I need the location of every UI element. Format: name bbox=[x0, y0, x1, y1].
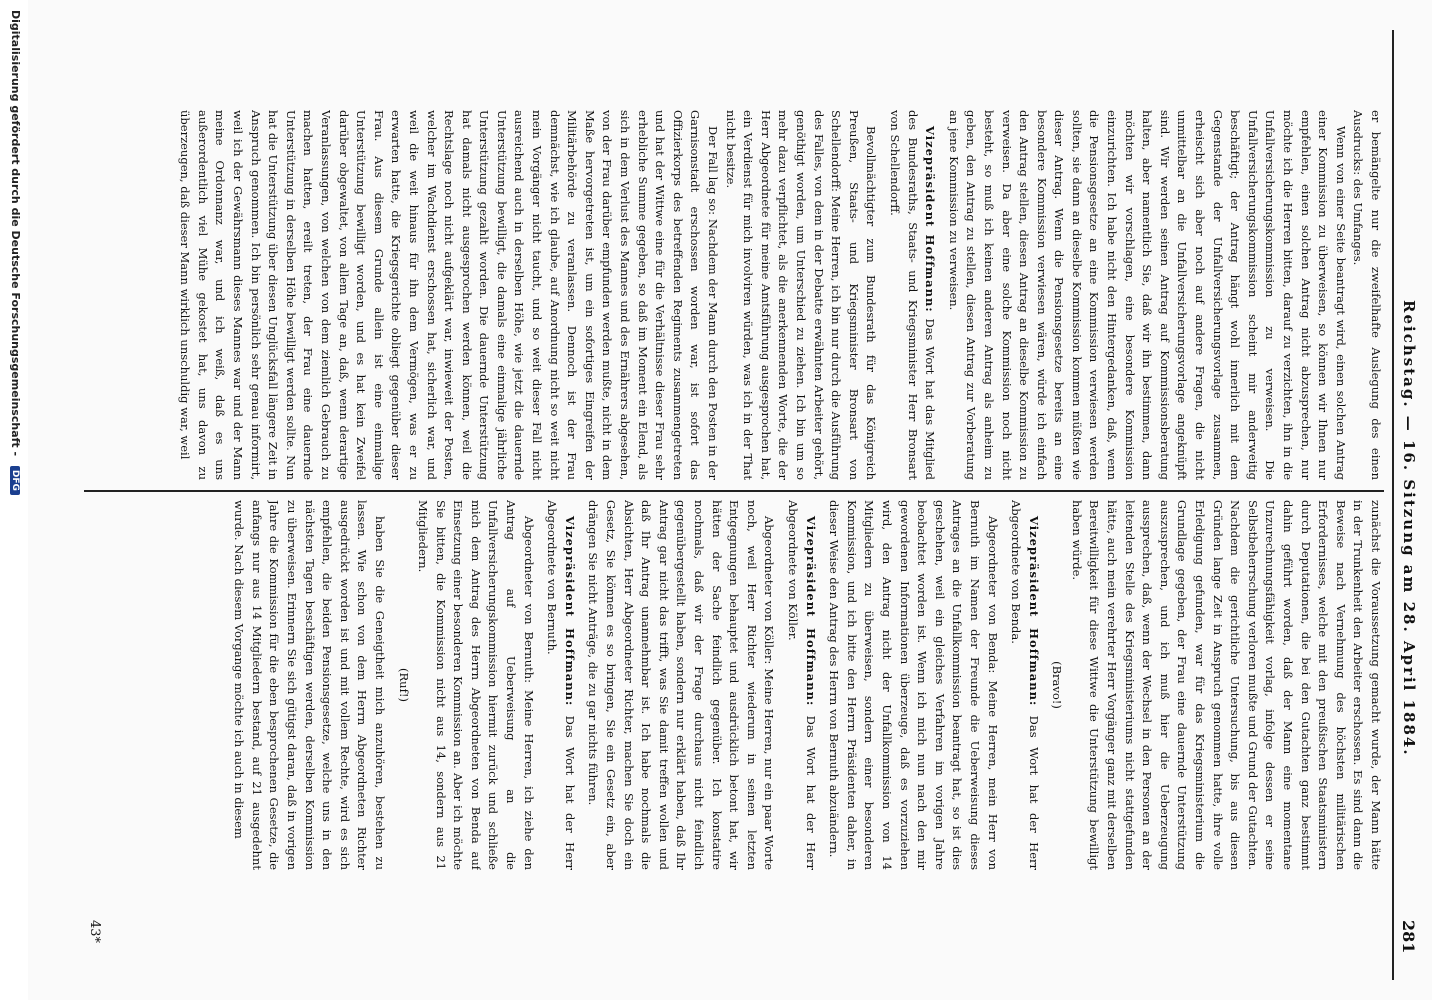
left-column bbox=[84, 110, 1384, 480]
paragraph-text: Abgeordneter von Benda: Meine Herren, mein Herr von Bernuth im Namen der Freunde die Ueberweisung dieses Antrages an die Unfallkommission beantragt hat, so ist dies geschehen, weil ein gleiches Verfahren im vorigen Jahre beobachtet worden ist. Wenn ich mich nun nach den mir gewordenen Informationen überzeuge, daß es vorzuziehen wird, den Antrag nicht der Unfallkommission von 14 Mitgliedern zu überweisen, sondern einer besonderen Kommission, und ich bitte den Herrn Präsidenten daher, in dieser Weise den Antrag des Herrn von Bernuth abzuändern. bbox=[827, 500, 1000, 870]
paragraph bbox=[1349, 110, 1384, 480]
right-column bbox=[84, 500, 1384, 870]
speaker-name: Vizepräsident Hoffmann: bbox=[923, 126, 938, 313]
page-header bbox=[1398, 0, 1432, 1000]
paragraph bbox=[885, 110, 938, 480]
digitization-credit: Digitalisierung gefördert durch die Deutsche Forschungsgemeinschaft - bbox=[9, 10, 22, 457]
interjection bbox=[1048, 500, 1066, 870]
speaker-name: Vizepräsident Hoffmann: bbox=[562, 516, 577, 707]
paragraph-text: Der Fall lag so: Nachdem der Mann durch den Posten in der Garnisonstadt erschossen worden war, ist sofort das Offizierkorps des betreffenden Regiments zusammengetreten und hat der Wittwe eine für die Verhältnisse dieser Frau sehr erhebliche Summe gegeben, so daß im Moment ein Elend, als sich in dem Verlust des Mannes und des Ernährers abgesehen, von der Frau darüber empfunden werden mußte, nicht in dem Maße hervorgetreten ist, um ein sofortiges Eingreifen der Militärbehörde zu veranlassen. Dennoch ist der Frau demnächst, wie ich glaube, auf Anordnung nicht so weit nicht mein Vorgänger nicht taucht, und so weit dieser Fall nicht ausreichend auch in derselben Höhe, wie jetzt die dauernde Unterstützung bewilligt, die damals eine einmalige jährliche Unterstützung gezahlt worden. Die dauernde Unterstützung hat damals nicht ausgesprochen werden können, weil die Rechtslage noch nicht aufgeklärt war, inwieweit der Posten, welcher im Wachdienst erschossen hat, sicherlich war, und weil die weit hinaus für ihn dem Vermögen, was er zu erwarten hatte, die Kriegsgerichte obliegt gegenüber dieser Frau. Aus diesem Grunde allein ist eine einmalige Unterstützung bewilligt worden, und es hat kein Zweifel darüber obgewaltet, von allem Tage an, daß, wenn derartige Veranlassungen, von welchen von dem ziemlich Gebrauch zu machen hatten, ereilt treten, der Frau eine dauernde Unterstützung in derselben Höhe bewilligt werden sollte. Nun hat die Unterstützung über diesen Unglücksfall längere Zeit in Anspruch genommen. Ich bin persönlich sehr genau informirt, weil ich der Gewährsmann dieses Mannes war und der Mann meine Ordonnanz war, und ich weiß, daß es uns außerordentlich viel Mühe gekostet hat, uns davon zu überzeugen, daß dieser Mann wirklich unschuldig war, weil bbox=[178, 110, 721, 480]
paragraph-text: Abgeordneter von Köller: Meine Herren, nur ein paar Worte noch, weil Herr Richter wiederum in seinen letzten Entgegnungen behauptet und ausdrücklich betont hat, wir hätten der Sache feindlich gegenüber. Ich konstatire nochmals, daß wir der Frage durchaus nicht feindlich gegenübergestellt haben, sondern nur erklärt haben, daß Ihr Antrag gar nicht das trifft, was Sie damit treffen wollen und daß Ihr Antrag unannehmbar ist. Ich habe nochmals die Absichten, Herr Abgeordneter Richter, machen Sie doch ein Gesetz, Sie können es so bringen, Sie ein Gesetz ein, aber drängen Sie nicht Anträge, die zu gar nichts führen. bbox=[586, 500, 777, 870]
page-number: 281 bbox=[1399, 920, 1418, 954]
signature-mark: 43* bbox=[87, 920, 102, 944]
paragraph-text: haben Sie die Geneigtheit mich anzuhören, bestehen zu lassen. Wie schon von dem Herrn Abgeordneten Richter ausgedrückt worden ist und mit vollem Rechte, wird es sich empfehlen, die beiden Pensionsgesetze, welche uns in den nächsten Tagen beschäftigen werden, derselben Kommission zu überweisen. Erinnern Sie sich gütigst daran, daß in vorigen Jahre die Kommission für die eben besprochenen Gesetze, die anfangs nur aus 14 Mitgliedern bestand, auf 21 ausgedehnt wurde. Nach diesem Vorgange möchte ich auch in diesem bbox=[232, 500, 387, 870]
paragraph bbox=[230, 500, 388, 870]
header-rule bbox=[1392, 30, 1394, 980]
column-divider bbox=[84, 490, 1384, 492]
speaker-name: Vizepräsident Hoffmann: bbox=[803, 516, 818, 707]
running-title: Reichstag. — 16. Sitzung am 28. April 1884. bbox=[1400, 300, 1418, 757]
paragraph-text: (Bravo!) bbox=[1050, 661, 1065, 709]
paragraph-text: Das Wort hat das Mitglied des Bundesraths, Staats- und Kriegsminister Herr Bronsart von Schellendorff. bbox=[887, 110, 938, 480]
paragraph-text: Das Wort hat der Herr Abgeordnete von Benda. bbox=[1009, 500, 1041, 870]
paragraph bbox=[1007, 500, 1042, 870]
paragraph bbox=[584, 500, 778, 870]
digitization-footer bbox=[0, 0, 28, 1000]
paragraph bbox=[1067, 500, 1384, 870]
paragraph bbox=[543, 500, 578, 870]
paragraph-text: zunächst die Voraussetzung gemacht wurde, der Mann hätte in der Trunkenheit den Arbeiter erschossen. Es sind dann die Beweise nach Vernehmung des höchsten militärischen Erfordernisses, welche mit den preußischen Staatsministern durch Deputationen, die bei den Gutachten ganz bestimmt dahin geführt worden, daß der Mann eine momentane Unzurechnungsfähigkeit vorlag, infolge dessen er seine Selbstbeherrschung verloren mußte und Grund der Gutachten. Nachdem die gerichtliche Untersuchung, bis aus diesen Gründen lange Zeit in Anspruch genommen hatte, ihre volle Erledigung gefunden, war für das Kriegsministerium die Grundlage gegeben, der Frau eine dauernde Unterstützung auszusprechen, und ich muß hier die Ueberzeugung aussprechen, daß, wenn der Wechsel in den Personen an der leitenden Stelle des Kriegsministeriums nicht stattgefunden hätte, auch mein verehrter Herr Vorgänger ganz mit derselben Bereitwilligkeit für diese Wittwe die Unterstützung bewilligt haben würde. bbox=[1069, 500, 1383, 870]
paragraph bbox=[414, 500, 537, 870]
paragraph bbox=[721, 110, 879, 480]
interjection bbox=[394, 500, 412, 870]
paragraph-text: er bemängelte nur die zweifelhafte Auslegung des einen Ausdrucks: des Umfanges. bbox=[1351, 110, 1383, 480]
paragraph-text: Das Wort hat der Herr Abgeordnete von Bernuth. bbox=[545, 500, 577, 870]
paragraph-text: Das Wort hat der Herr Abgeordnete von Köller. bbox=[786, 500, 818, 870]
paragraph bbox=[176, 110, 721, 480]
paragraph bbox=[944, 110, 1349, 480]
paragraph-text: Bevollmächtigter zum Bundesrath für das Königreich Preußen, Staats- und Kriegsminister Bronsart von Schellendorff: Meine Herren, ich bin nur durch die Ausführung des Falles, von dem in der Debatte erwähnten Arbeiter gehört, genöthigt worden, um Unterschied zu ziehen. Ich bin um so mehr dazu verpflichtet, als die anerkennenden Worte, die der Herr Abgeordnete für meine Amtsführung ausgesprochen hat, ein Verdienst für mich involviren würden, was ich in der That nicht besitze. bbox=[723, 110, 879, 480]
speaker-name: Vizepräsident Hoffmann: bbox=[1026, 516, 1041, 707]
paragraph-text: Abgeordneter von Bernuth: Meine Herren, ich ziehe den Antrag auf Ueberweisung an die Unfallversicherungskommission hiermit zurück und schließe mich dem Antrag des Herrn Abgeordneten von Benda auf Einsetzung einer besonderen Kommission an. Aber ich möchte Sie bitten, die Kommission nicht aus 14, sondern aus 21 Mitgliedern. bbox=[416, 500, 536, 870]
paragraph bbox=[783, 500, 818, 870]
paragraph-text: Wenn von einer Seite beantragt wird, einen solchen Antrag einer Kommission zu überweisen, so können wir Ihnen nur empfehlen, einen solchen Antrag nicht abzusprechen, nur möchte ich die Herren bitten, darauf zu verzichten, ihn in die Unfallversicherungskommission zu verweisen. Die Unfallversicherungskommission scheint mir anderweitig beschäftigt; der Antrag hängt wohl innerlich mit dem Gegenstande der Unfallversicherungsvorlage zusammen, erheischt sich aber noch auf andere Fragen, die nicht unmittelbar an die Unfallversicherungsvorlage angeknüpft sind. Wir werden seinen Antrag auf Kommissionsberatung halten, aber namentlich Sie, daß wir ihn bestimmen, dann möchten wir vorschlagen, eine besondere Kommission einzurichten. Ich habe nicht den Hintergedanken, daß, wenn die Pensionsgesetze an eine Kommission verwiesen werden sollten, sie dann an dieselbe Kommission kommen müßten wie dieser Antrag. Wenn die Pensionsgesetze bereits an eine besondere Kommission verwiesen wären, würde ich einfach den Antrag stellen, diesen Antrag an dieselbe Kommission zu verweisen. Da aber eine solche Kommission noch nicht besteht, so muß ich keinen anderen Antrag als anheim zu geben, den Antrag zu stellen, diesen Antrag zur Vorberatung an jene Kommission zu verweisen. bbox=[946, 110, 1348, 480]
paragraph bbox=[825, 500, 1001, 870]
paragraph-text: (Ruf!) bbox=[396, 668, 411, 702]
dfg-logo-icon: DFG bbox=[10, 466, 20, 495]
